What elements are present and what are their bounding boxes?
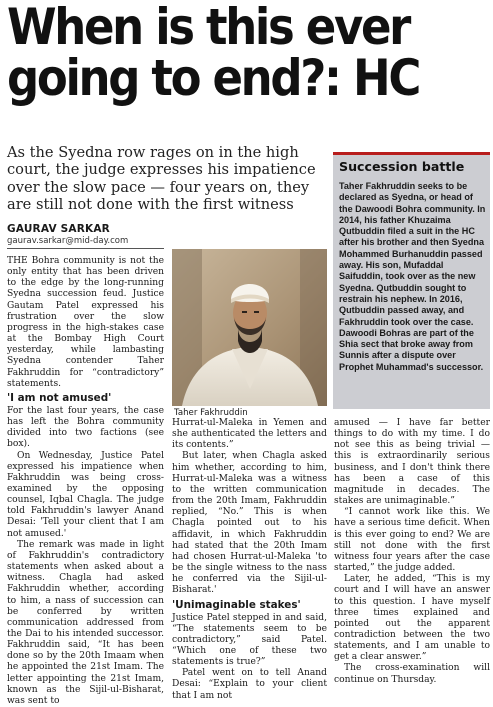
byline-divider: [7, 248, 164, 249]
sidebar-accent-bar: [333, 152, 490, 155]
byline-email[interactable]: gaurav.sarkar@mid-day.com: [7, 236, 129, 246]
sidebar-text: Taher Fakhruddin seeks to be declared as Syedna, or head of the Dawoodi Bohra community. In 2014, his father Khuzaima Qutbuddin filed a suit in the HC after his brother and then Syedna Mohammed Burhanuddin passed away. His son, Mufaddal Saifuddin, took over as the new Syedna. Qutbuddin sought to restrain his nephew. In 2016, Qutbuddin passed away, and Fakhruddin took over the case. Dawoodi Bohras are part of the Shia sect that broke away from Sunnis after a dispute over Prophet Muhammad's successor.: [339, 181, 486, 372]
article-paragraph: Hurrat-ul-Maleka in Yemen and she authenticated the letters and its contents.”: [172, 418, 327, 451]
article-column-3: [334, 418, 490, 686]
subheadline: As the Syedna row rages on in the high court, the judge expresses his impatience over the slow pace — four years on, they are still not done with the first witness: [7, 144, 316, 213]
article-subheading: 'Unimaginable stakes': [172, 598, 301, 611]
portrait-image: [172, 249, 327, 406]
article-paragraph: Later, he added, “This is my court and I will have an answer to this question. I have myself three times explained and pointed out the apparent contradiction between the two statements, and I am unable to get a clear answer.”: [334, 574, 490, 663]
article-column-2: [172, 418, 327, 702]
sidebar-title: Succession battle: [339, 159, 465, 174]
headline-line-2: going to end?: HC: [7, 49, 420, 107]
article-subheading: 'I am not amused': [7, 391, 112, 404]
photo-caption: Taher Fakhruddin: [174, 408, 248, 418]
byline: [7, 223, 172, 246]
article-paragraph: “I cannot work like this. We have a serious time deficit. When is this ever going to end? We are still not done with the first witness four years after the case started,” the judge added.: [334, 507, 490, 574]
article-paragraph: For the last four years, the case has left the Bohra community divided into two factions (see box).: [7, 405, 164, 450]
article-paragraph: The remark was made in light of Fakhruddin's contradictory statements when asked about a witness. Chagla had asked Fakhruddin whether, according to him, a nass of succession can be conferred by written communication addressed from the Dai to his intended successor. Fakhruddin said, “It has been done so by the 20th Imaam when he appointed the 21st Imam. The letter appointing the 21st Imam, known as the Sijil-ul-Bisharat, was sent to: [7, 539, 164, 706]
sidebar-box: [333, 152, 490, 409]
article-paragraph: amused — I have far better things to do with my time. I do not see this as being trivial — this is extraordinarily serious business, and I don't think there has been a case of this magnitude in decades. The stakes are unimaginable.”: [334, 418, 490, 507]
article-paragraph: But later, when Chagla asked him whether, according to him, Hurrat-ul-Maleka was a witness to the written communication from the 20th Imam, Fakhruddin replied, “No.” This is when Chagla pointed out to his affidavit, in which Fakhruddin had stated that the 20th Imam had chosen Hurrat-ul-Maleka 'to be the single witness to the nass he conferred via the Sijil-ul-Bisharat.': [172, 451, 327, 596]
portrait-photo: [172, 249, 327, 406]
article-paragraph: Patel went on to tell Anand Desai: “Explain to your client that I am not: [172, 668, 327, 701]
headline-line-1: When is this ever: [7, 0, 409, 56]
article-paragraph: Justice Patel stepped in and said, “The statements seem to be contradictory,” said Patel. “Which one of these two statements is true?”: [172, 612, 327, 668]
byline-author: GAURAV SARKAR: [7, 223, 110, 235]
article-paragraph: THE Bohra community is not the only entity that has been driven to the edge by the long-running Syedna succession feud. Justice Gautam Patel expressed his frustration over the slow progress in the high-stakes case at the Bombay High Court yesterday, while lambasting Syedna contender Taher Fakhruddin for “contradictory” statements.: [7, 256, 164, 389]
headline: [7, 0, 443, 107]
article-paragraph: On Wednesday, Justice Patel expressed his impatience when Fakhruddin was being cross-examined by the opposing counsel, Iqbal Chagla. The judge told Fakhruddin's lawyer Anand Desai: 'Tell your client that I am not amused.': [7, 450, 164, 539]
article-paragraph: The cross-examination will continue on Thursday.: [334, 663, 490, 685]
article-column-1: [7, 256, 164, 707]
